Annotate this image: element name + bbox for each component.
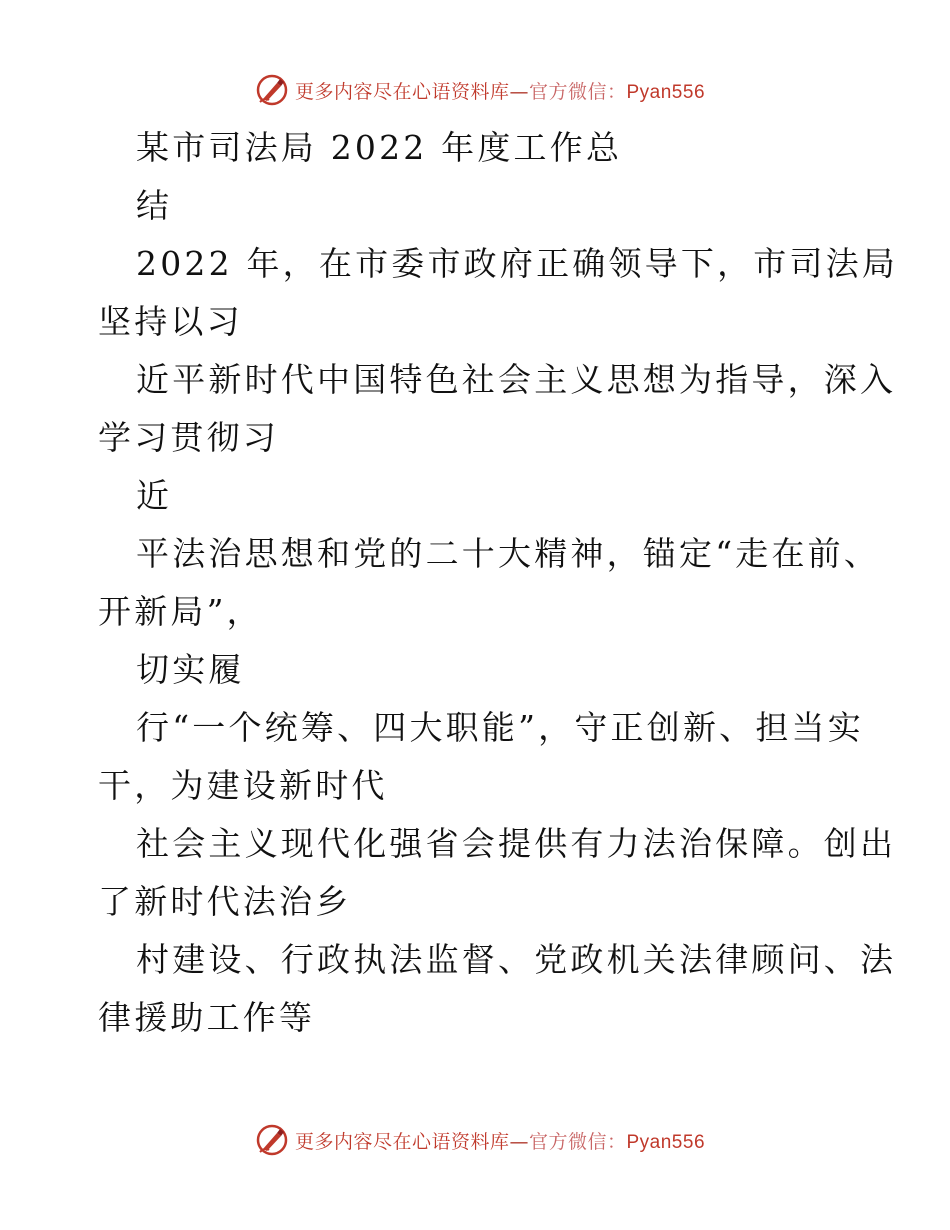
watermark-dash: —: [509, 1130, 529, 1153]
watermark-text: [295, 77, 705, 104]
paragraph-line: 学习贯彻习: [98, 418, 279, 457]
watermark-wechat-label: 官方微信：: [528, 1130, 627, 1153]
watermark-wechat-label: 官方微信：: [528, 80, 627, 103]
watermark-content: [255, 1123, 705, 1157]
paragraph-line: 近: [136, 476, 173, 515]
footer-watermark-banner: [0, 1120, 950, 1160]
paragraph-line: 2022 年，在市委市政府正确领导下，市司法局: [136, 244, 899, 283]
paragraph-line: 开新局”，: [98, 592, 263, 631]
watermark-content: [255, 73, 705, 107]
watermark-main-text: 更多内容尽在心语资料库: [294, 1130, 510, 1153]
paragraph-line: 行“一个统筹、四大职能”，守正创新、担当实: [136, 708, 864, 747]
paragraph-line: 坚持以习: [98, 302, 243, 341]
header-watermark-banner: [0, 70, 950, 110]
paragraph-line: 近平新时代中国特色社会主义思想为指导，深入: [136, 360, 897, 399]
watermark-wechat-id: Pyan556: [626, 81, 706, 103]
watermark-wechat-id: Pyan556: [626, 1131, 706, 1153]
watermark-main-text: 更多内容尽在心语资料库: [294, 80, 510, 103]
pen-seal-logo-icon: [255, 1123, 289, 1157]
paragraph-line: 干，为建设新时代: [98, 766, 388, 805]
paragraph-line: 社会主义现代化强省会提供有力法治保障。创出: [136, 824, 897, 863]
watermark-dash: —: [509, 80, 529, 103]
paragraph-line: 切实履: [136, 650, 245, 689]
document-title-line-2: 结: [136, 186, 173, 225]
paragraph-line: 村建设、行政执法监督、党政机关法律顾问、法: [136, 940, 897, 979]
paragraph-line: 律援助工作等: [98, 998, 316, 1037]
pen-seal-logo-icon: [255, 73, 289, 107]
watermark-text: [295, 1127, 705, 1154]
document-title-line-1: 某市司法局 2022 年度工作总: [136, 128, 623, 167]
paragraph-line: 了新时代法治乡: [98, 882, 352, 921]
paragraph-line: 平法治思想和党的二十大精神，锚定“走在前、: [136, 534, 881, 573]
